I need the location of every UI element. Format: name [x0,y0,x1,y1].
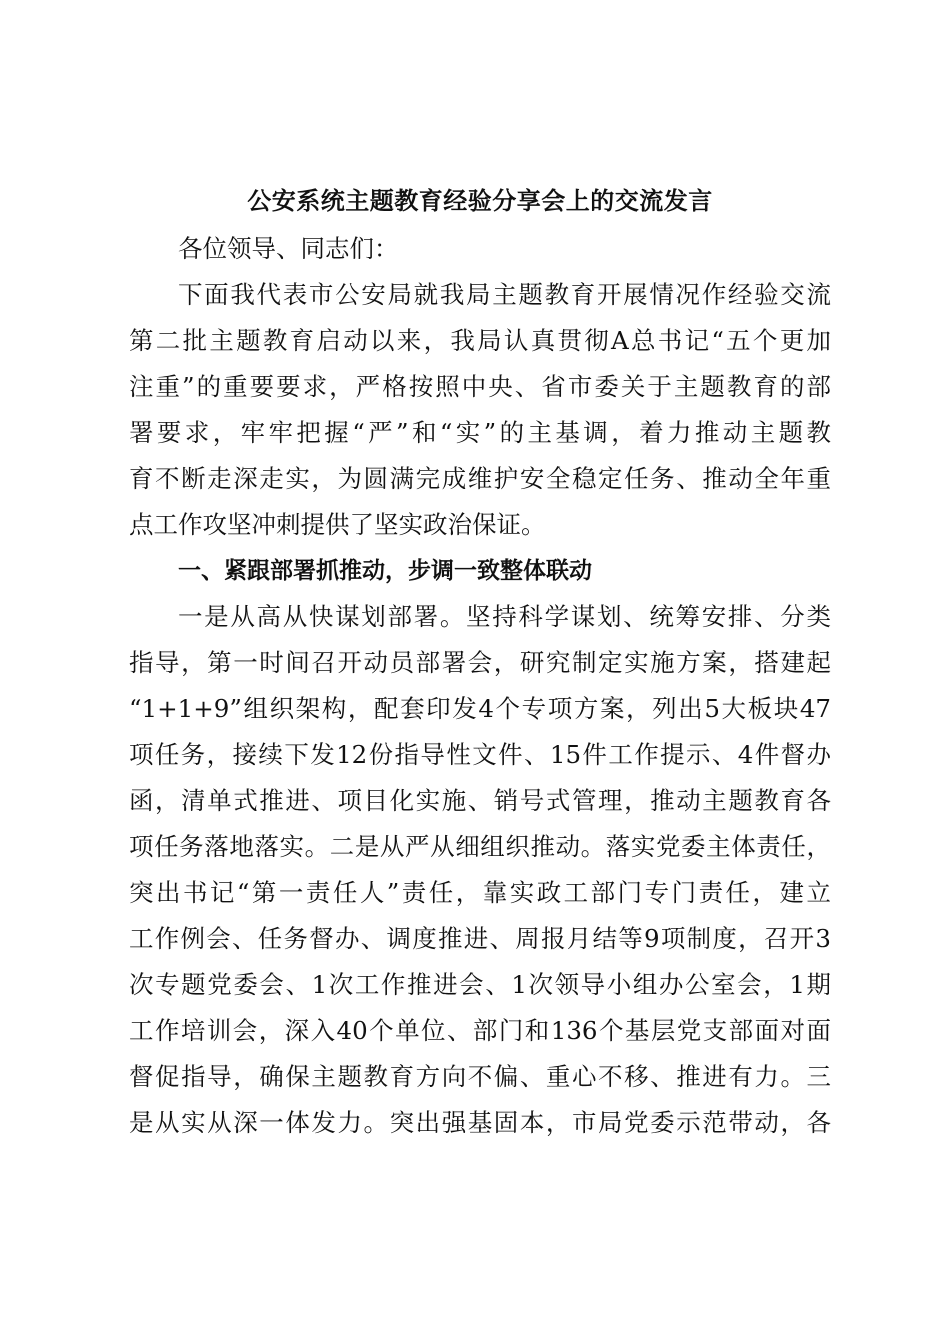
body-line: 次专题党委会、1次工作推进会、1次领导小组办公室会，1期 [129,970,831,999]
intro-paragraph [129,272,831,548]
document-title: 公安系统主题教育经验分享会上的交流发言 [247,186,713,215]
body-line: 督促指导，确保主题教育方向不偏、重心不移、推进有力。三 [129,1062,831,1091]
salutation: 各位领导、同志们： [178,234,399,263]
body-line: 项任务落地落实。二是从严从细组织推动。落实党委主体责任， [129,832,831,861]
body-line: 工作培训会，深入40个单位、部门和136个基层党支部面对面 [129,1016,831,1045]
section-heading: 一、紧跟部署抓推动，步调一致整体联动 [178,558,592,584]
body-line: 指导，第一时间召开动员部署会，研究制定实施方案，搭建起 [129,648,831,677]
intro-line: 注重”的重要要求，严格按照中央、省市委关于主题教育的部 [129,372,831,401]
body-line: 一是从高从快谋划部署。坚持科学谋划、统筹安排、分类 [178,602,831,631]
intro-line: 第二批主题教育启动以来，我局认真贯彻A总书记“五个更加 [129,326,831,355]
body-line: 是从实从深一体发力。突出强基固本，市局党委示范带动，各 [129,1108,831,1137]
body-line: “1+1+9”组织架构，配套印发4个专项方案，列出5大板块47 [129,694,831,723]
intro-line: 点工作攻坚冲刺提供了坚实政治保证。 [129,510,546,539]
intro-line: 育不断走深走实，为圆满完成维护安全稳定任务、推动全年重 [129,464,831,493]
intro-line: 署要求，牢牢把握“严”和“实”的主基调，着力推动主题教 [129,418,831,447]
body-line: 函，清单式推进、项目化实施、销号式管理，推动主题教育各 [129,786,831,815]
section-paragraph [129,594,831,1146]
document-body [129,176,831,1146]
body-line: 工作例会、任务督办、调度推进、周报月结等9项制度，召开3 [129,924,831,953]
body-line: 项任务，接续下发12份指导性文件、15件工作提示、4件督办 [129,740,831,769]
intro-line: 下面我代表市公安局就我局主题教育开展情况作经验交流 [178,280,831,309]
body-line: 突出书记“第一责任人”责任，靠实政工部门专门责任，建立 [129,878,831,907]
